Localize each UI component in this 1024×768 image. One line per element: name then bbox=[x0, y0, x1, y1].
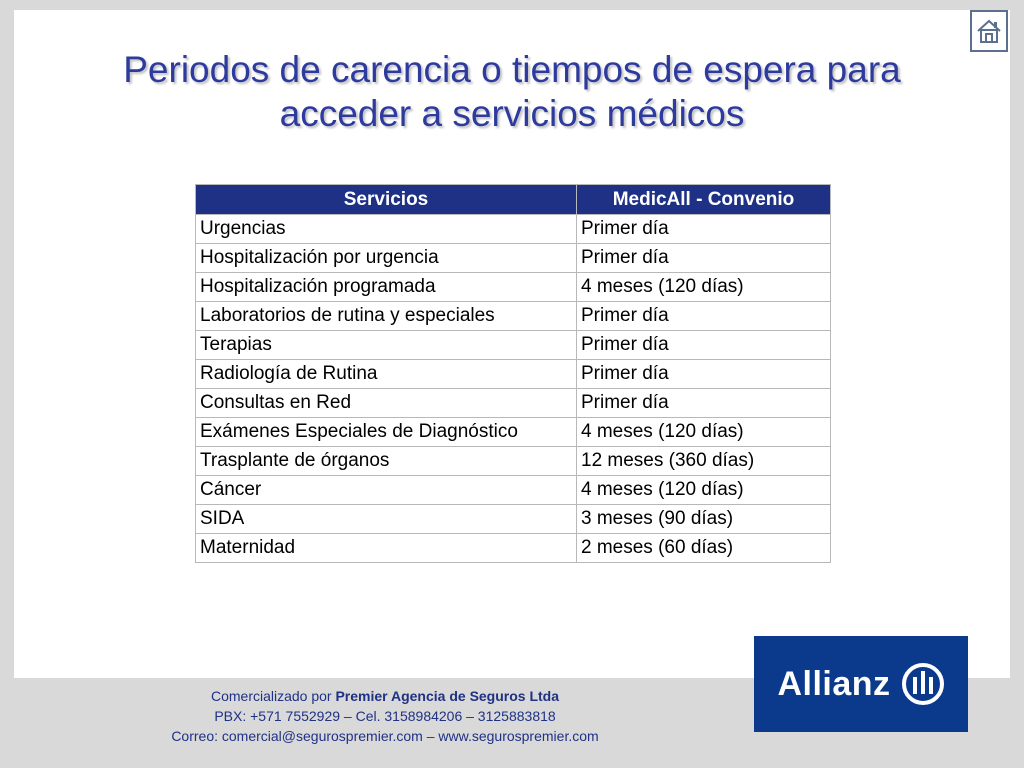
service-cell: Hospitalización por urgencia bbox=[196, 244, 577, 273]
home-button[interactable] bbox=[970, 10, 1008, 52]
period-cell: Primer día bbox=[577, 215, 831, 244]
table-row bbox=[196, 215, 831, 244]
period-cell: 4 meses (120 días) bbox=[577, 273, 831, 302]
period-cell: Primer día bbox=[577, 244, 831, 273]
table-row bbox=[196, 505, 831, 534]
service-cell: Hospitalización programada bbox=[196, 273, 577, 302]
table-row bbox=[196, 331, 831, 360]
table-row bbox=[196, 273, 831, 302]
service-cell: Consultas en Red bbox=[196, 389, 577, 418]
service-cell: Exámenes Especiales de Diagnóstico bbox=[196, 418, 577, 447]
table-row bbox=[196, 360, 831, 389]
column-header-medicall: MedicAll - Convenio bbox=[577, 185, 831, 215]
period-cell: 3 meses (90 días) bbox=[577, 505, 831, 534]
waiting-periods-table bbox=[195, 184, 831, 563]
footer-company: Premier Agencia de Seguros Ltda bbox=[335, 688, 560, 704]
period-cell: 4 meses (120 días) bbox=[577, 418, 831, 447]
service-cell: Urgencias bbox=[196, 215, 577, 244]
table-row bbox=[196, 302, 831, 331]
service-cell: Trasplante de órganos bbox=[196, 447, 577, 476]
service-cell: SIDA bbox=[196, 505, 577, 534]
service-cell: Cáncer bbox=[196, 476, 577, 505]
table-row bbox=[196, 447, 831, 476]
footer-line-1 bbox=[100, 686, 670, 706]
logo-text: Allianz bbox=[777, 664, 891, 703]
period-cell: Primer día bbox=[577, 331, 831, 360]
allianz-eagle-icon bbox=[901, 662, 945, 706]
period-cell: Primer día bbox=[577, 360, 831, 389]
home-icon bbox=[974, 16, 1004, 46]
footer-prefix: Comercializado por bbox=[210, 688, 336, 704]
column-header-servicios: Servicios bbox=[196, 185, 577, 215]
table-row bbox=[196, 534, 831, 563]
title-line-2: acceder a servicios médicos bbox=[279, 93, 745, 134]
title-line-1: Periodos de carencia o tiempos de espera para bbox=[123, 49, 901, 90]
period-cell: 2 meses (60 días) bbox=[577, 534, 831, 563]
period-cell: 4 meses (120 días) bbox=[577, 476, 831, 505]
allianz-logo bbox=[754, 636, 968, 732]
service-cell: Laboratorios de rutina y especiales bbox=[196, 302, 577, 331]
page-title bbox=[40, 48, 984, 136]
footer-contact bbox=[100, 686, 670, 746]
table-row bbox=[196, 476, 831, 505]
service-cell: Radiología de Rutina bbox=[196, 360, 577, 389]
service-cell: Maternidad bbox=[196, 534, 577, 563]
period-cell: Primer día bbox=[577, 302, 831, 331]
period-cell: Primer día bbox=[577, 389, 831, 418]
footer-email-web: Correo: comercial@segurospremier.com – www.segurospremier.com bbox=[171, 728, 599, 744]
table-row bbox=[196, 418, 831, 447]
table-row bbox=[196, 389, 831, 418]
service-cell: Terapias bbox=[196, 331, 577, 360]
period-cell: 12 meses (360 días) bbox=[577, 447, 831, 476]
table-header-row bbox=[196, 185, 831, 215]
table-row bbox=[196, 244, 831, 273]
footer-phone: PBX: +571 7552929 – Cel. 3158984206 – 3125883818 bbox=[214, 708, 556, 724]
